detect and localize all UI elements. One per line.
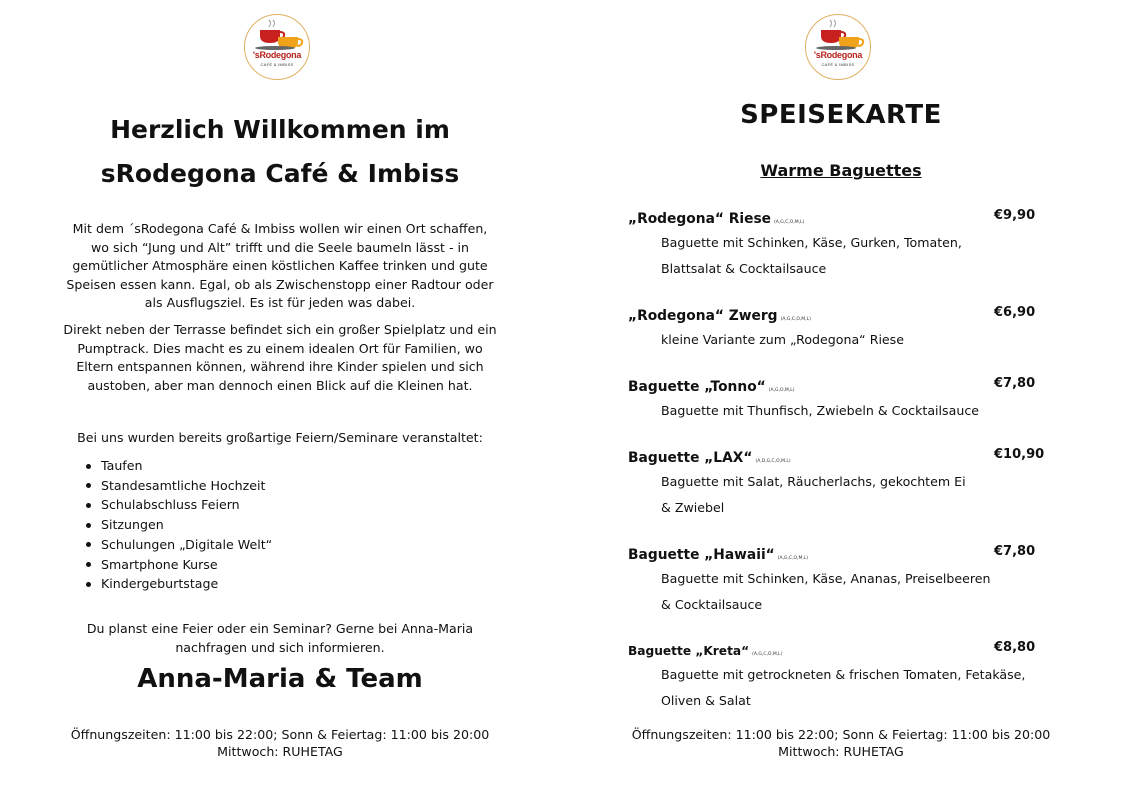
- menu-item: [628, 305, 1048, 353]
- menu-item: [628, 208, 1048, 282]
- item-name: „Rodegona“ Riese: [628, 211, 772, 227]
- list-item: Kindergeburtstage: [86, 574, 272, 594]
- logo-brand: 'sRodegona: [813, 50, 863, 60]
- item-description: Baguette mit Salat, Räucherlachs, gekochtem Ei & Zwiebel: [661, 474, 966, 515]
- section-title: Warme Baguettes: [760, 161, 922, 180]
- item-name: Baguette „Tonno“: [628, 379, 766, 395]
- terrace-paragraph: Direkt neben der Terrasse befindet sich ein großer Spielplatz und ein Pumptrack. Dies macht es zu einem idealen Ort für Familien, wo Eltern entspannen können, während ihre Kinder spielen und sich austoben, aber man dennoch einen Blick auf die Kleinen hat.: [63, 322, 497, 393]
- opening-hours-line1: Öffnungszeiten: 11:00 bis 22:00; Sonn & Feiertag: 11:00 bis 20:00: [70, 727, 490, 742]
- item-price: €6,90: [994, 305, 1036, 320]
- item-price: €8,80: [994, 640, 1036, 655]
- welcome-title: [60, 108, 500, 196]
- item-price: €7,80: [994, 376, 1036, 391]
- logo-subtitle: CAFÉ & IMBISS: [821, 62, 855, 67]
- item-allergens: (A,G,O,M,L): [768, 388, 795, 393]
- opening-hours-line2: Mittwoch: RUHETAG: [217, 744, 343, 759]
- bullet-icon: [86, 464, 91, 469]
- item-description: Baguette mit Thunfisch, Zwiebeln & Cocktailsauce: [661, 403, 979, 418]
- menu-item: [628, 544, 1048, 618]
- opening-hours: [621, 726, 1061, 760]
- list-item: Schulungen „Digitale Welt“: [86, 535, 272, 555]
- team-signature: Anna-Maria & Team: [137, 664, 423, 694]
- item-allergens: (A,G,C,O,M,L): [774, 220, 805, 225]
- opening-hours-line2: Mittwoch: RUHETAG: [778, 744, 904, 759]
- menu-item: [628, 640, 1048, 714]
- logo-brand: 'sRodegona: [252, 50, 302, 60]
- menu-item: [628, 376, 1048, 424]
- menu-item: [628, 447, 1048, 521]
- opening-hours-line1: Öffnungszeiten: 11:00 bis 22:00; Sonn & Feiertag: 11:00 bis 20:00: [631, 727, 1051, 742]
- events-intro: Bei uns wurden bereits großartige Feiern/Seminare veranstaltet:: [77, 430, 483, 445]
- item-name: Baguette „Kreta“: [628, 644, 750, 658]
- bullet-icon: [86, 503, 91, 508]
- coffee-cups-icon: [806, 15, 870, 79]
- list-item: Taufen: [86, 456, 272, 476]
- item-allergens: (A,G,C,O,M,L): [777, 556, 809, 561]
- contact-paragraph: Du planst eine Feier oder ein Seminar? Gerne bei Anna-Maria nachfragen und sich informieren.: [86, 621, 474, 655]
- item-description: Baguette mit Schinken, Käse, Ananas, Preiselbeeren & Cocktailsauce: [661, 571, 991, 612]
- item-allergens: (A,G,C,O,M,L): [780, 317, 811, 322]
- cafe-logo: [244, 14, 310, 80]
- opening-hours: [60, 726, 500, 760]
- item-name: Baguette „LAX“: [628, 450, 753, 466]
- intro-paragraph: Mit dem ´sRodegona Café & Imbiss wollen wir einen Ort schaffen, wo sich “Jung und Alt” trifft und die Seele baumeln lässt - in gemütlicher Atmosphäre einen köstlichen Kaffee trinken und gute Speisen essen kann. Egal, ob als Zwischenstopp einer Radtour oder als Ausflugsziel. Es ist für jeden was dabei.: [66, 221, 494, 310]
- bullet-icon: [86, 582, 91, 587]
- item-description: kleine Variante zum „Rodegona“ Riese: [661, 332, 904, 347]
- bullet-icon: [86, 523, 91, 528]
- welcome-title-line1: Herzlich Willkommen im: [110, 115, 450, 144]
- item-allergens: (A,D,G,C,O,M,L): [755, 459, 791, 464]
- item-price: €7,80: [994, 544, 1036, 559]
- cafe-logo: [805, 14, 871, 80]
- item-name: Baguette „Hawaii“: [628, 547, 775, 563]
- item-description: Baguette mit Schinken, Käse, Gurken, Tomaten, Blattsalat & Cocktailsauce: [661, 235, 962, 276]
- bullet-icon: [86, 562, 91, 567]
- list-item: Schulabschluss Feiern: [86, 495, 272, 515]
- list-item: Smartphone Kurse: [86, 555, 272, 575]
- item-description: Baguette mit getrockneten & frischen Tomaten, Fetakäse, Oliven & Salat: [661, 667, 1026, 708]
- coffee-cups-icon: [245, 15, 309, 79]
- menu-page: [561, 0, 1122, 793]
- bullet-icon: [86, 483, 91, 488]
- item-price: €10,90: [994, 447, 1045, 462]
- item-allergens: (A,G,C,O,M,L): [752, 652, 783, 657]
- menu-title: SPEISEKARTE: [740, 100, 942, 130]
- item-name: „Rodegona“ Zwerg: [628, 308, 778, 324]
- logo-subtitle: CAFÉ & IMBISS: [260, 62, 294, 67]
- list-item: Sitzungen: [86, 515, 272, 535]
- welcome-title-line2: sRodegona Café & Imbiss: [100, 159, 460, 188]
- item-price: €9,90: [994, 208, 1036, 223]
- events-list: [86, 456, 272, 594]
- bullet-icon: [86, 542, 91, 547]
- list-item: Standesamtliche Hochzeit: [86, 476, 272, 496]
